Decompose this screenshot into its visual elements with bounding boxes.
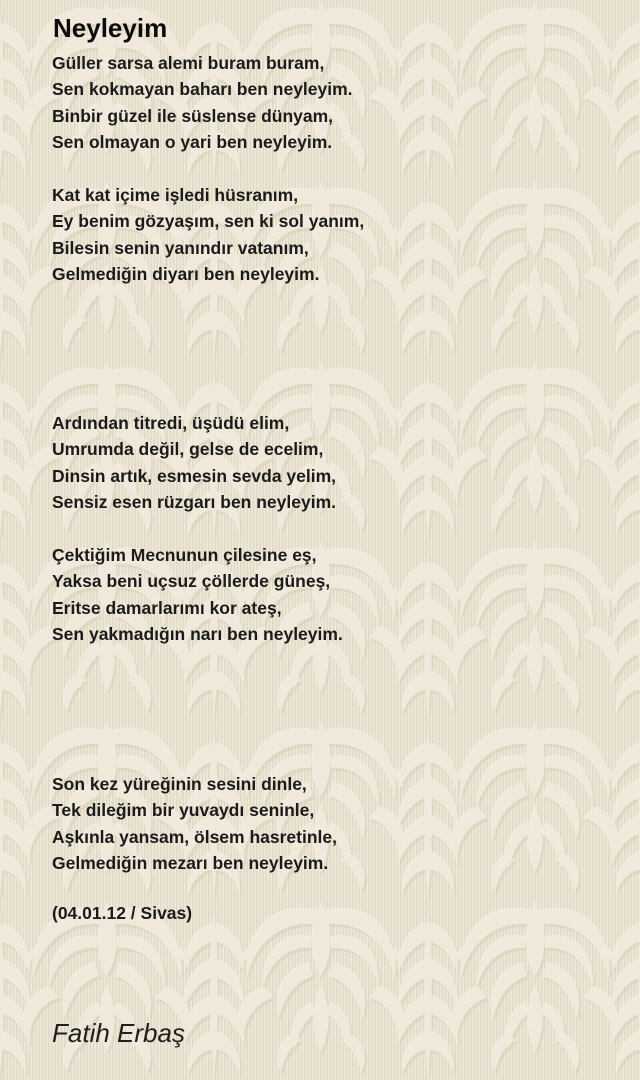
poem-line: Sen kokmayan baharı ben neyleyim. — [52, 79, 353, 100]
poem-line: Umrumda değil, gelse de ecelim, — [52, 439, 324, 460]
poem-line: Yaksa beni uçsuz çöllerde güneş, — [52, 571, 331, 592]
poem-line: Çektiğim Mecnunun çilesine eş, — [52, 545, 317, 565]
poem-line: Güller sarsa alemi buram buram, — [52, 53, 325, 73]
stanza-5 — [52, 771, 337, 876]
poem-line: Sen yakmadığın narı ben neyleyim. — [52, 623, 343, 644]
stanza-3 — [52, 410, 336, 515]
stanza-1 — [52, 50, 353, 155]
poem-line: Bilesin senin yanındır vatanım, — [52, 237, 309, 258]
poem-line: Dinsin artık, esmesin sevda yelim, — [52, 465, 337, 486]
poem-title: Neyleyim — [53, 13, 168, 43]
stanza-2 — [52, 182, 364, 287]
poem-line: Ey benim gözyaşım, sen ki sol yanım, — [52, 211, 365, 232]
author-name: Fatih Erbaş — [52, 1018, 185, 1048]
stanza-4 — [52, 542, 343, 647]
poem-line: Son kez yüreğinin sesini dinle, — [52, 774, 307, 794]
poem-line: Aşkınla yansam, ölsem hasretinle, — [52, 826, 337, 847]
poem-line: Ardından titredi, üşüdü elim, — [52, 413, 290, 433]
poem-line: Eritse damarlarımı kor ateş, — [52, 597, 282, 618]
poem-line: Gelmediğin diyarı ben neyleyim. — [52, 263, 320, 284]
poem-line: Kat kat içime işledi hüsranım, — [52, 185, 299, 205]
poem-line: Sen olmayan o yari ben neyleyim. — [52, 131, 333, 152]
date-location: (04.01.12 / Sivas) — [52, 903, 193, 923]
poem-line: Sensiz esen rüzgarı ben neyleyim. — [52, 491, 336, 512]
poem-line: Gelmediğin mezarı ben neyleyim. — [52, 852, 329, 873]
poem-line: Binbir güzel ile süslense dünyam, — [52, 105, 334, 126]
poem-line: Tek dileğim bir yuvaydı seninle, — [52, 800, 315, 821]
